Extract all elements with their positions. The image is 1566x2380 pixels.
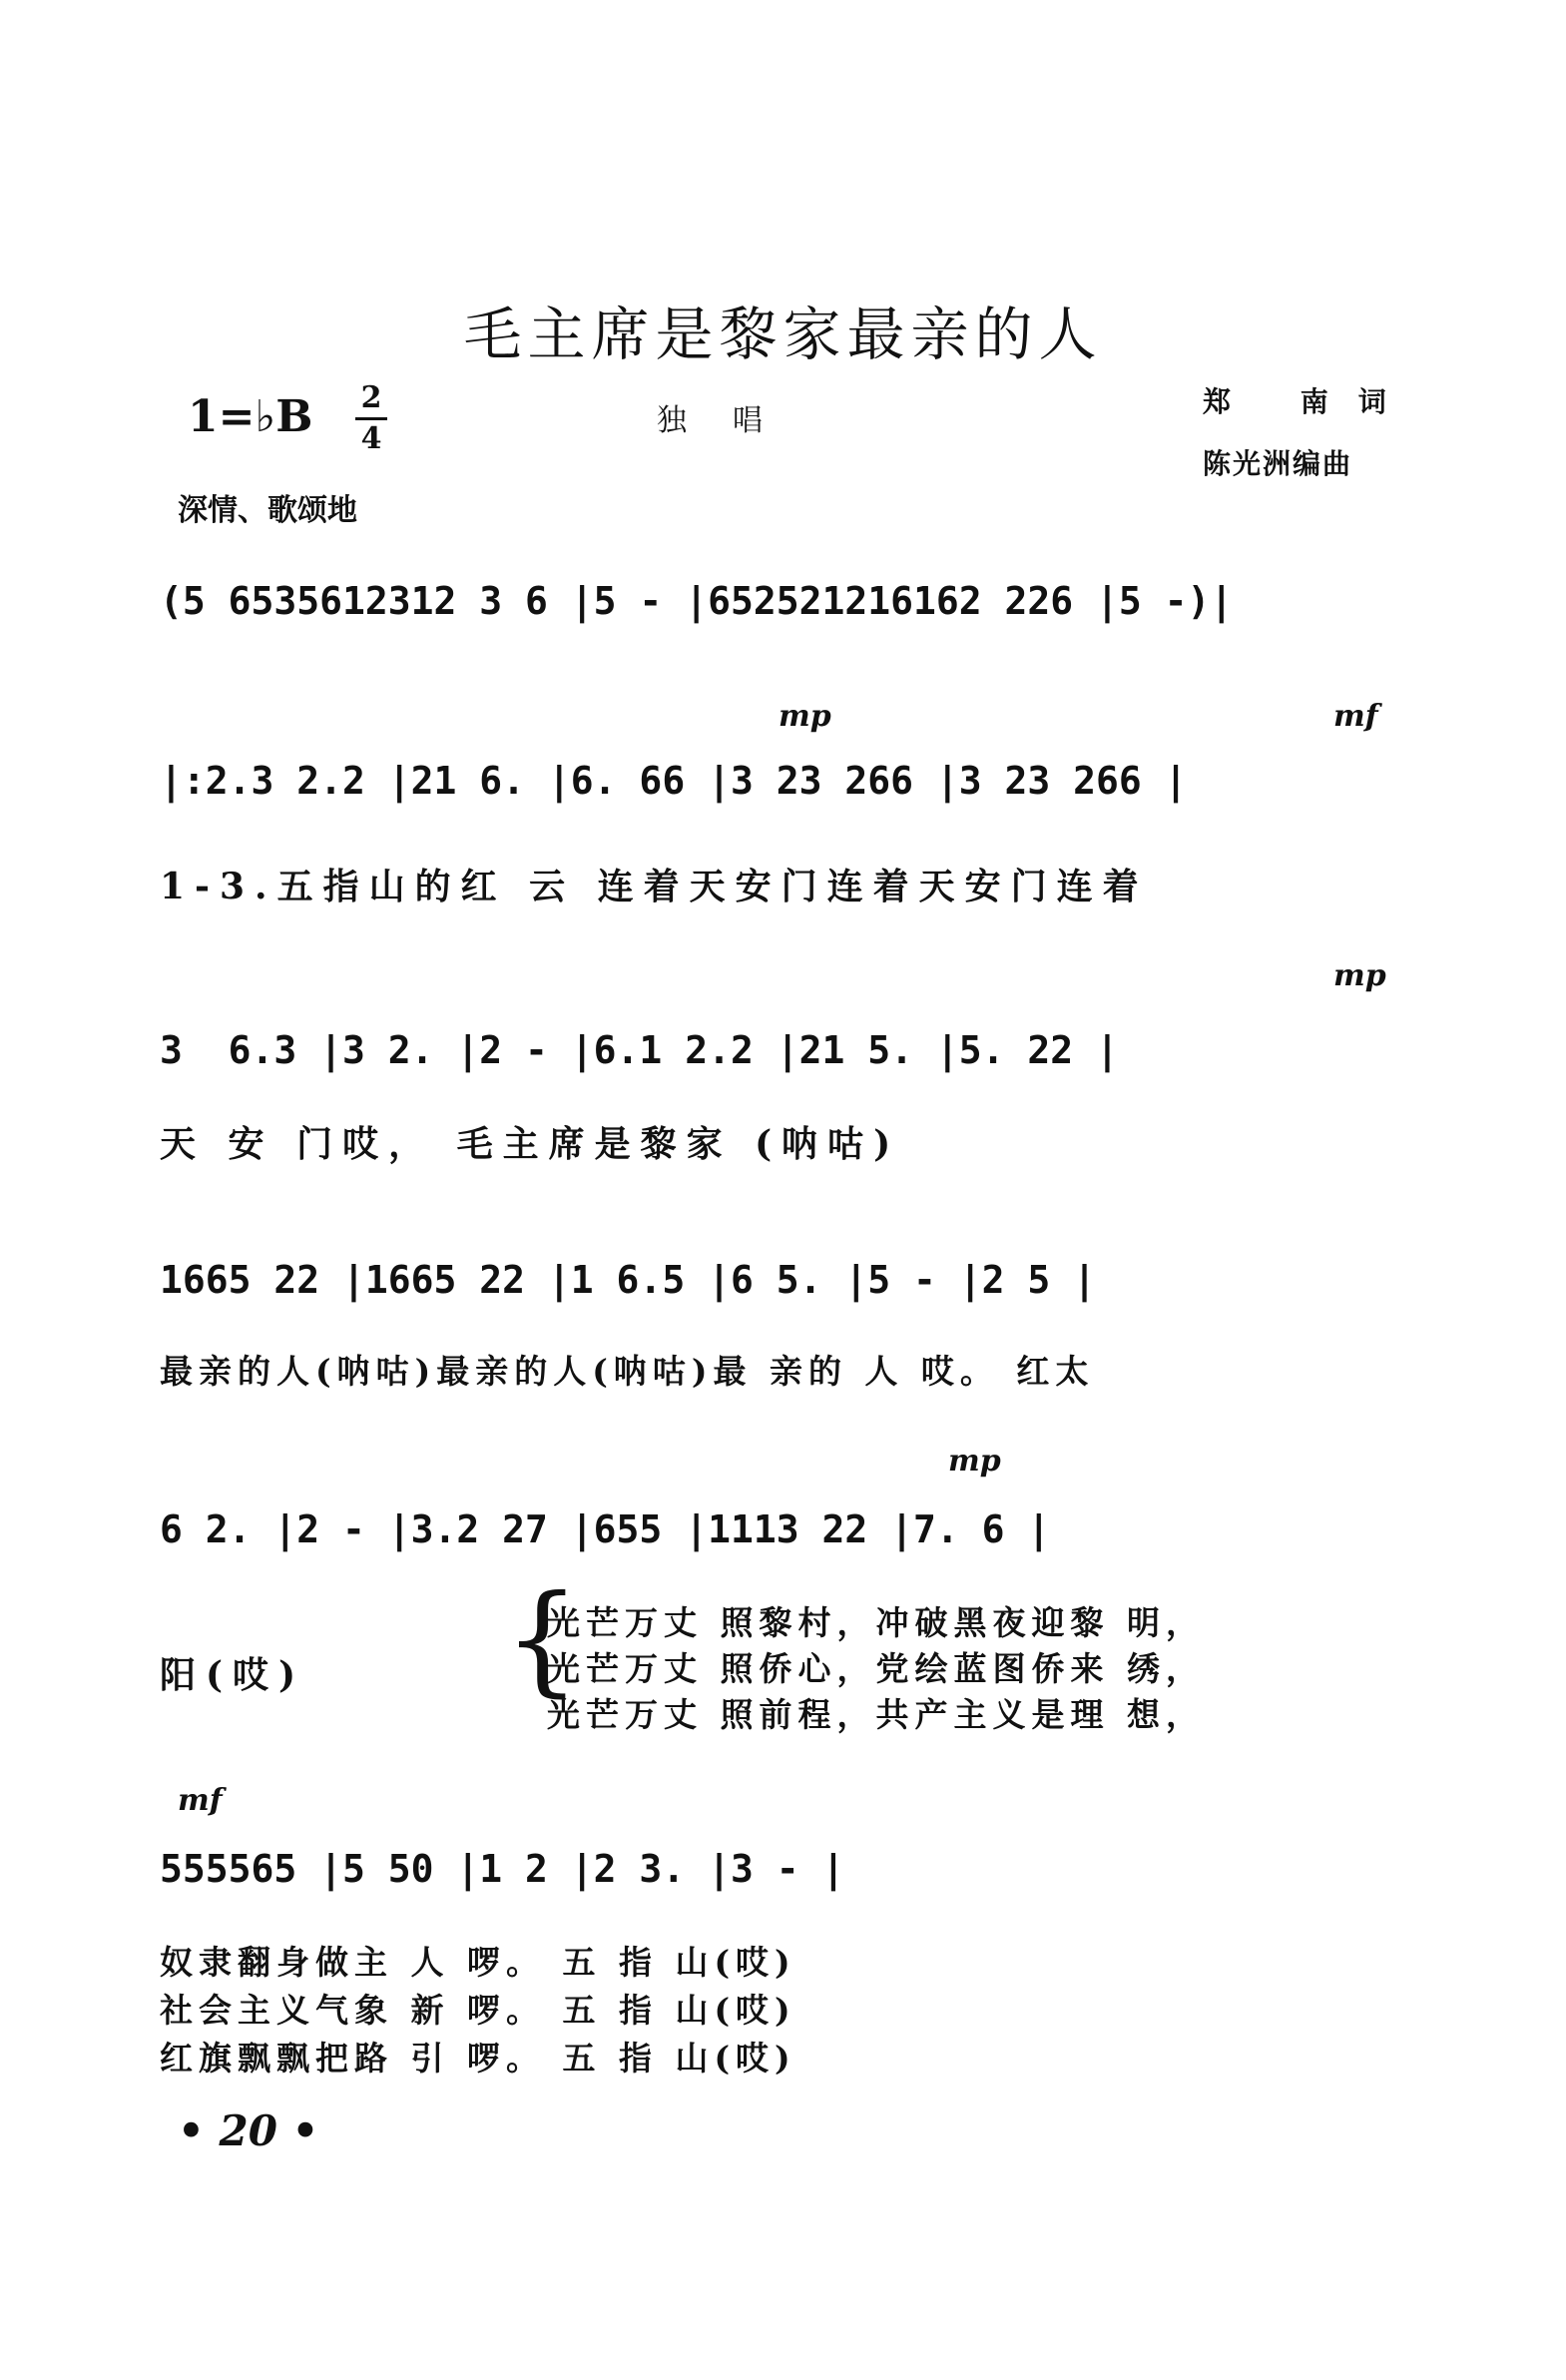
lyric-line-3: 最亲的人(呐咕)最亲的人(呐咕)最 亲的 人 哎。 红太: [160, 1352, 1095, 1391]
meter-line: [355, 417, 387, 420]
song-title: 毛主席是黎家最亲的人: [463, 300, 1103, 368]
staff-system-3: [160, 1008, 1417, 1098]
verse-end-line-3: 红旗飘飘把路 引 啰。 五 指 山(哎): [160, 2039, 796, 2078]
verse-line-1: 光芒万丈 照黎村，冲破黑夜迎黎 明，: [547, 1603, 1205, 1642]
tempo-marking: 深情、歌颂地: [178, 493, 357, 528]
notation-line: 6 2. |2 - |3.2 27 |655 |1113 22 |7. 6 |: [160, 1507, 1051, 1551]
dynamic-marking: mp: [779, 699, 831, 734]
lyric-line-1: 1-3.五指山的红 云 连着天安门连着天安门连着: [160, 866, 1149, 907]
page-number: • 20 •: [178, 2106, 319, 2155]
credits: [1203, 371, 1416, 495]
notation-line: (5 6535612312 3 6 |5 - |652521216162 226 |5 -)|: [160, 579, 1234, 623]
verse-line-2: 光芒万丈 照侨心，党绘蓝图侨来 绣，: [547, 1649, 1205, 1688]
staff-system-4: [160, 1238, 1417, 1328]
notation-line: |:2.3 2.2 |21 6. |6. 66 |3 23 266 |3 23 266 |: [160, 759, 1188, 803]
verse-end-line-1: 奴隶翻身做主 人 啰。 五 指 山(哎): [160, 1943, 796, 1982]
meter-numerator: 2: [360, 380, 382, 415]
time-signature: [351, 381, 391, 456]
staff-system-1: [160, 559, 1417, 649]
staff-system-6: [160, 1827, 1417, 1917]
notation-line: 1665 22 |1665 22 |1 6.5 |6 5. |5 - |2 5 |: [160, 1258, 1096, 1302]
staff-system-5: [160, 1488, 1417, 1577]
verse-line-3: 光芒万丈 照前程，共产主义是理 想，: [547, 1695, 1205, 1734]
key-signature: 1=♭B: [188, 391, 313, 442]
dynamic-marking: mf: [178, 1783, 223, 1818]
composer-credit: 陈光洲编曲: [1203, 447, 1353, 480]
notation-line: 555565 |5 50 |1 2 |2 3. |3 - |: [160, 1847, 845, 1891]
meter-denominator: 4: [360, 421, 382, 456]
lyric-line-2: 天 安 门哎， 毛主席是黎家 (呐咕): [160, 1123, 901, 1165]
dynamic-marking: mf: [1333, 699, 1378, 734]
staff-system-2: [160, 739, 1417, 829]
lyricist-credit: 郑 南词: [1203, 385, 1416, 418]
verse-end-line-2: 社会主义气象 新 啰。 五 指 山(哎): [160, 1991, 796, 2030]
dynamic-marking: mp: [1333, 958, 1386, 993]
verse-brace: {: [504, 1570, 581, 1709]
lyric-ending: 阳(哎): [160, 1654, 306, 1696]
notation-line: 3 6.3 |3 2. |2 - |6.1 2.2 |21 5. |5. 22 |: [160, 1028, 1119, 1072]
dynamic-marking: mp: [948, 1444, 1001, 1479]
performance-form: 独唱: [657, 403, 808, 438]
